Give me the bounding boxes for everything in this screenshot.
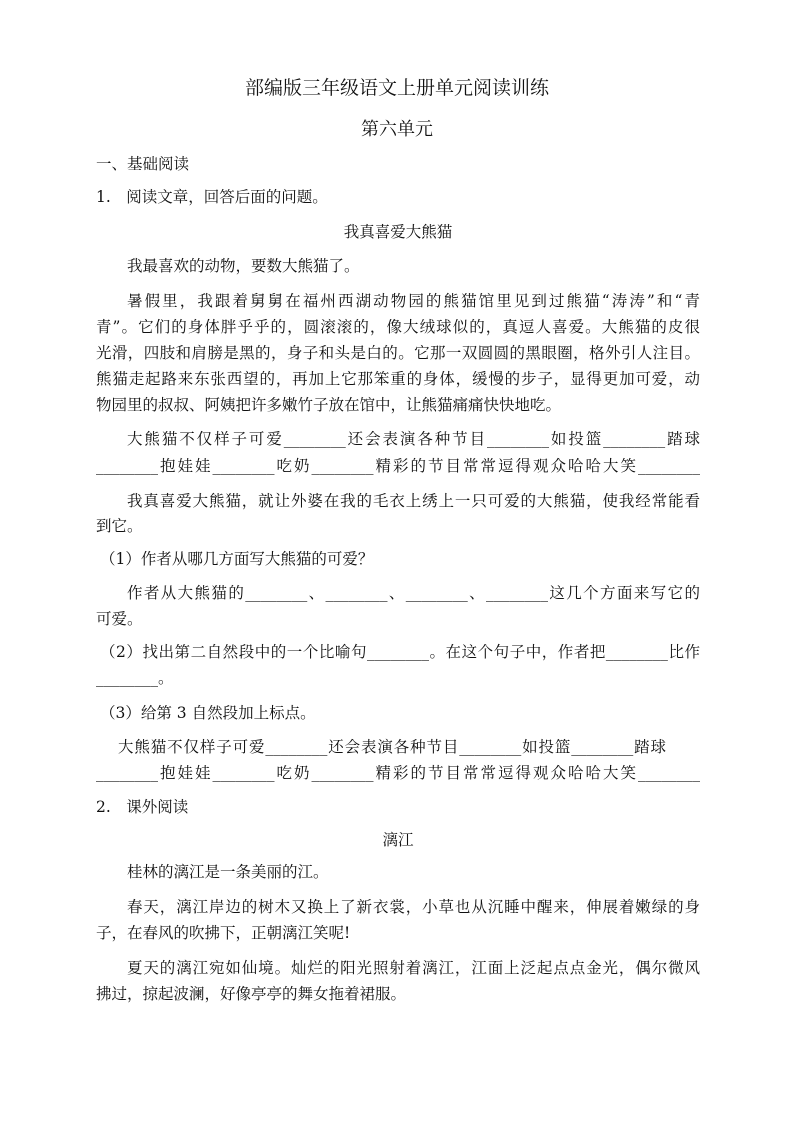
sub-question-3-line: 大熊猫不仅样子可爱________还会表演各种节目________如投篮________踏球	[118, 738, 666, 756]
passage-2-paragraph-3-line: 拂过，掠起波澜，好像亭亭的舞女拖着裙服。	[96, 985, 407, 1003]
section-heading: 一、基础阅读	[96, 155, 190, 173]
passage-1-paragraph-3-line: ________抱娃娃________吃奶________精彩的节目常常逗得观众哈哈大笑________	[96, 457, 700, 475]
sub-question-2-line: ________。	[96, 669, 174, 687]
passage-1-paragraph-3-line: 大熊猫不仅样子可爱________还会表演各种节目________如投篮________踏球	[127, 430, 700, 448]
passage-1-paragraph-2-line: 光滑，四肢和肩膀是黑的，身子和头是白的。它那一双圆圆的黑眼圈，格外引人注目。	[96, 344, 700, 362]
question-2: 2. 课外阅读	[96, 798, 189, 816]
sub-question-1-answer-line: 可爱。	[96, 610, 143, 628]
sub-question-3-line: ________抱娃娃________吃奶________精彩的节目常常逗得观众哈哈大笑________	[96, 764, 700, 782]
sub-question-1-answer-line: 作者从大熊猫的________、________、________、________这几个方面来写它的	[127, 584, 700, 602]
sub-question-3: （3）给第 3 自然段加上标点。	[100, 704, 316, 722]
passage-1-paragraph-2-line: 暑假里，我跟着舅舅在福州西湖动物园的熊猫馆里见到过熊猫“涛涛”和“青	[127, 292, 700, 310]
question-1: 1. 阅读文章，回答后面的问题。	[96, 188, 328, 206]
passage-1-paragraph-2-line: 熊猫走起路来东张西望的，再加上它那笨重的身体，缓慢的步子，显得更加可爱，动	[96, 370, 700, 388]
passage-1-title: 我真喜爱大熊猫	[343, 223, 453, 241]
unit-title: 第六单元	[361, 119, 433, 140]
passage-1-paragraph-4-line: 到它。	[96, 517, 143, 535]
passage-1-paragraph-1: 我最喜欢的动物，要数大熊猫了。	[127, 257, 360, 275]
passage-2-paragraph-2-line: 子，在春风的吹拂下，正朝漓江笑呢!	[96, 924, 351, 942]
passage-1-paragraph-4-line: 我真喜爱大熊猫，就让外婆在我的毛衣上绣上一只可爱的大熊猫，使我经常能看	[127, 492, 700, 510]
passage-2-paragraph-2-line: 春天，漓江岸边的树木又换上了新衣裳，小草也从沉睡中醒来，伸展着嫩绿的身	[127, 898, 700, 916]
sub-question-2-line: （2）找出第二自然段中的一个比喻句________。在这个句子中，作者把________比作	[100, 643, 700, 661]
document-title: 部编版三年级语文上册单元阅读训练	[244, 77, 549, 99]
passage-1-paragraph-2-line: 物园里的叔叔、阿姨把许多嫩竹子放在馆中，让熊猫痛痛快快地吃。	[96, 396, 562, 414]
passage-1-paragraph-2-line: 青”。它们的身体胖乎乎的，圆滚滚的，像大绒球似的，真逗人喜爱。大熊猫的皮很	[96, 318, 700, 336]
passage-2-paragraph-3-line: 夏天的漓江宛如仙境。灿烂的阳光照射着漓江，江面上泛起点点金光，偶尔微风	[127, 959, 700, 977]
passage-2-title: 漓江	[382, 831, 414, 849]
passage-2-paragraph-1: 桂林的漓江是一条美丽的江。	[127, 863, 329, 881]
sub-question-1: （1）作者从哪几方面写大熊猫的可爱？	[100, 550, 374, 568]
